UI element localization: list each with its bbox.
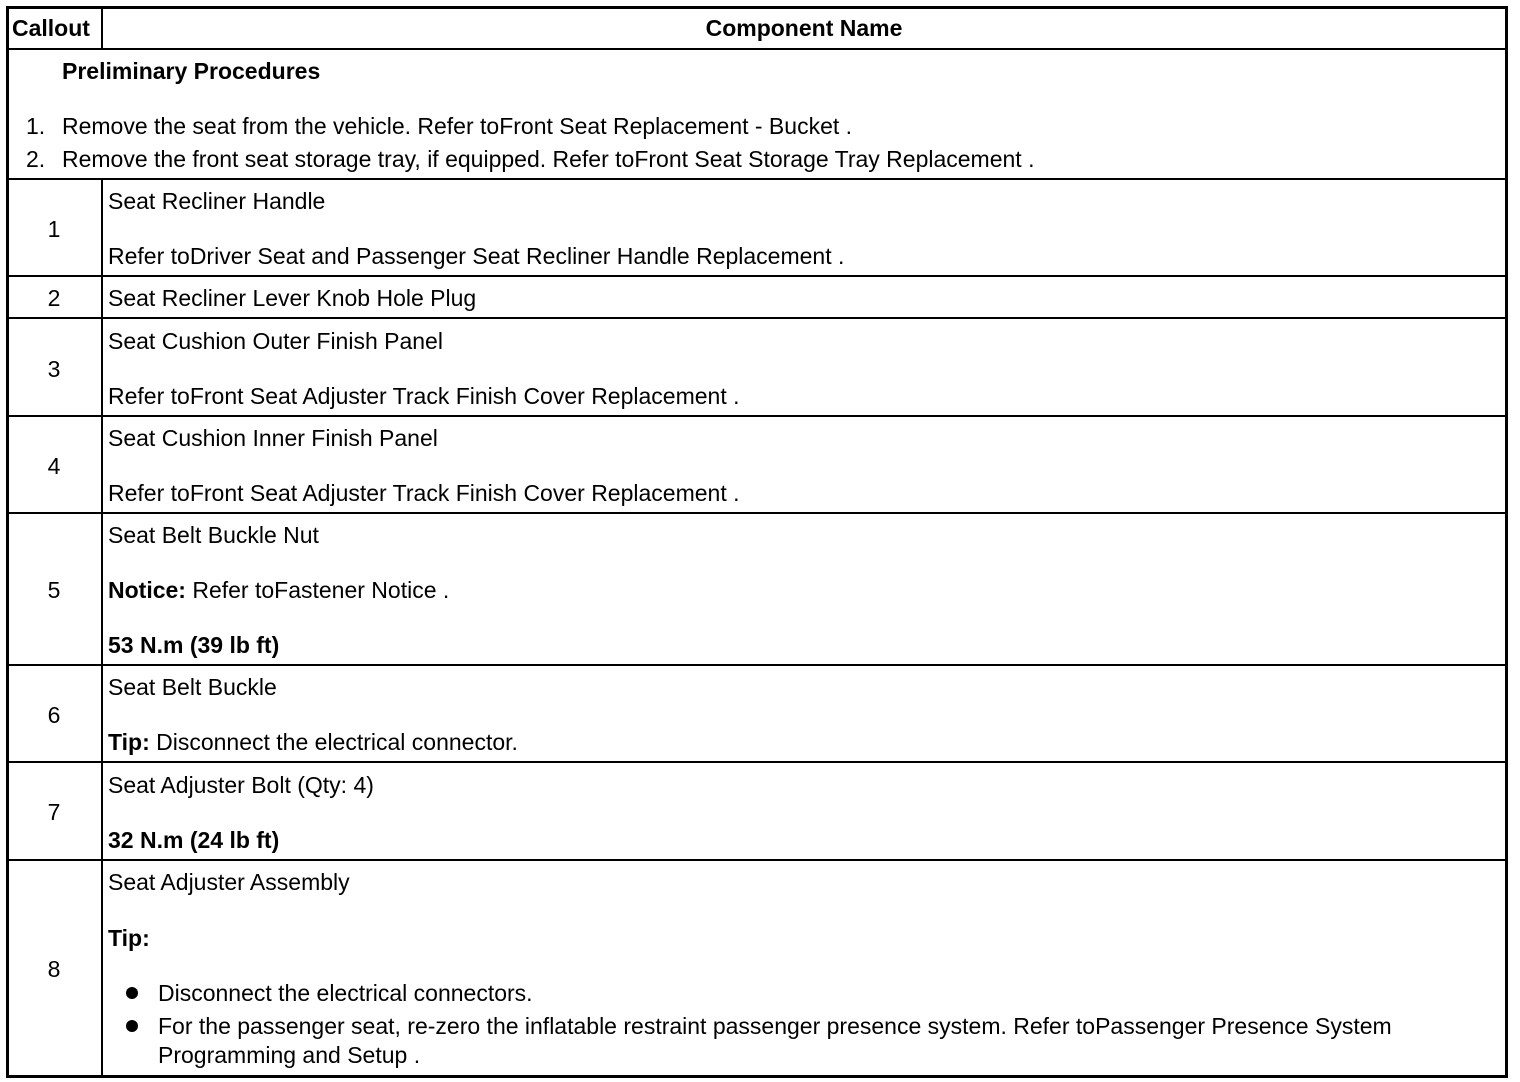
tip-label: Tip: [108, 729, 150, 755]
callout-number: 5 [47, 577, 61, 603]
notice-text: Refer toFastener Notice . [185, 577, 450, 603]
bullet-text: For the passenger seat, re-zero the inflatable restraint passenger presence system. Refer toPassenger Presence System [158, 1013, 1392, 1039]
callout-number: 6 [47, 702, 61, 728]
component-name: Seat Adjuster Assembly [108, 869, 350, 895]
step-number: 1. [26, 113, 46, 139]
reference-text: Refer toDriver Seat and Passenger Seat Recliner Handle Replacement . [108, 243, 845, 269]
component-name: Seat Cushion Inner Finish Panel [108, 425, 438, 451]
step-number: 2. [26, 146, 46, 172]
step-text: Remove the seat from the vehicle. Refer toFront Seat Replacement - Bucket . [62, 113, 853, 139]
tip-text: Disconnect the electrical connector. [149, 729, 518, 755]
row-divider [9, 664, 1505, 666]
bullet-icon [126, 1020, 138, 1032]
component-name: Seat Cushion Outer Finish Panel [108, 328, 443, 354]
header-callout: Callout [12, 15, 90, 41]
component-name: Seat Adjuster Bolt (Qty: 4) [108, 772, 374, 798]
callout-number: 1 [47, 216, 61, 242]
callout-number: 4 [47, 453, 61, 479]
row-divider [9, 317, 1505, 319]
row-divider [9, 275, 1505, 277]
row-divider [9, 859, 1505, 861]
reference-text: Refer toFront Seat Adjuster Track Finish Cover Replacement . [108, 383, 740, 409]
header-component-name: Component Name [705, 15, 903, 41]
preliminary-title: Preliminary Procedures [62, 58, 321, 84]
callout-number: 2 [47, 285, 61, 311]
notice-line [108, 576, 449, 604]
reference-text: Refer toFront Seat Adjuster Track Finish Cover Replacement . [108, 480, 740, 506]
component-name: Seat Belt Buckle Nut [108, 522, 319, 548]
row-divider [9, 761, 1505, 763]
bullet-text: Disconnect the electrical connectors. [158, 980, 533, 1006]
component-name: Seat Recliner Lever Knob Hole Plug [108, 285, 477, 311]
bullet-icon [126, 987, 138, 999]
component-name: Seat Recliner Handle [108, 188, 326, 214]
row-divider [9, 178, 1505, 180]
component-name: Seat Belt Buckle [108, 674, 277, 700]
row-divider [9, 512, 1505, 514]
tip-line [108, 728, 518, 756]
step-text: Remove the front seat storage tray, if equipped. Refer toFront Seat Storage Tray Replacement . [62, 146, 1035, 172]
torque-spec: 32 N.m (24 lb ft) [108, 827, 280, 853]
header-divider [9, 48, 1505, 50]
row-divider [9, 415, 1505, 417]
tip-label: Tip: [108, 925, 150, 951]
column-divider [101, 9, 103, 48]
column-divider [101, 178, 103, 1075]
bullet-text-continuation: Programming and Setup . [158, 1042, 421, 1068]
callout-number: 7 [47, 799, 61, 825]
callout-number: 3 [47, 356, 61, 382]
notice-label: Notice: [108, 577, 186, 603]
torque-spec: 53 N.m (39 lb ft) [108, 632, 280, 658]
callout-number: 8 [47, 956, 61, 982]
